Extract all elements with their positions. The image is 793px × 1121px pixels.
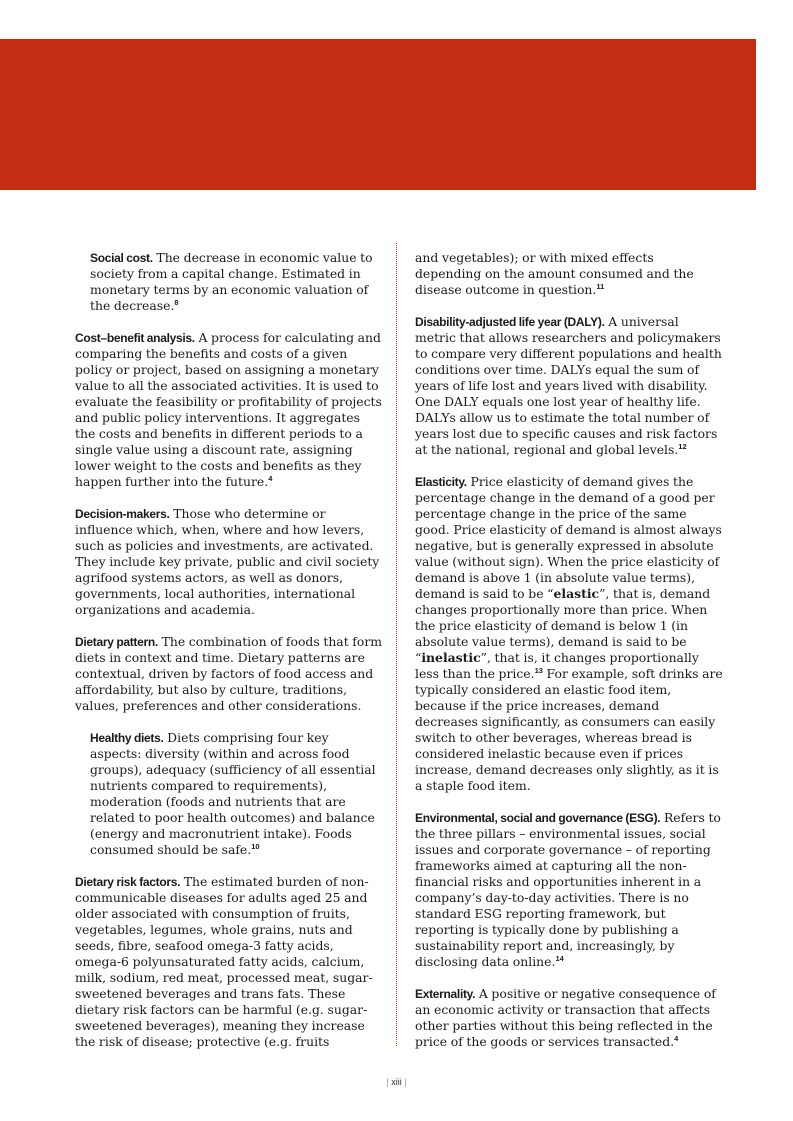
definition-elasticity-part-1: Price elasticity of demand gives the percentage change in the demand of a good per percentage change in the price of the same good. Price elasticity of demand is almost always negative, but is generally expressed in absolute value (without sign). When the price elasticity of demand is above 1 (in absolute value terms), demand is said to be “ [415, 474, 722, 601]
term-cost-benefit-analysis: Cost–benefit analysis. [75, 331, 195, 345]
definition-social-cost: The decrease in economic value to society from a capital change. Estimated in monetary terms by an economic valuation of the decrease. [90, 250, 373, 313]
term-externality: Externality. [415, 987, 476, 1001]
term-elasticity: Elasticity. [415, 475, 467, 489]
definition-dietary-pattern: The combination of foods that form diets in context and time. Dietary patterns are contextual, driven by factors of food access and affordability, but also by culture, traditions, values, preferences and other considerations. [75, 634, 383, 713]
term-dietary-risk-factors: Dietary risk factors. [75, 875, 181, 889]
emphasis-inelastic: inelastic [421, 650, 481, 665]
right-column [415, 250, 723, 1066]
glossary-entry-dietary-risk-factors-continued [415, 250, 723, 298]
glossary-entry-dietary-risk-factors [75, 874, 383, 1050]
glossary-entry-elasticity [415, 474, 723, 794]
glossary-entry-dietary-pattern [75, 634, 383, 714]
term-daly: Disability-adjusted life year (DALY). [415, 315, 605, 329]
header-banner [0, 39, 756, 190]
term-dietary-pattern: Dietary pattern. [75, 635, 158, 649]
glossary-entry-cost-benefit-analysis [75, 330, 383, 490]
footnote-ref: 10 [251, 841, 260, 851]
page-number-separator-right: | [404, 1077, 407, 1087]
definition-cost-benefit-analysis: A process for calculating and comparing the benefits and costs of a given policy or project, based on assigning a monetary value to all the associated activities. It is used to evaluate the feasibility or profitability of projects and public policy interventions. It aggregates the costs and benefits in different periods to a single value using a discount rate, assigning lower weight to the costs and benefits as they happen further into the future. [75, 330, 382, 489]
glossary-entry-decision-makers [75, 506, 383, 618]
definition-decision-makers: Those who determine or influence which, when, where and how levers, such as policies and investments, are activated. They include key private, public and civil society agrifood systems actors, as well as donors, governments, local authorities, international organizations and academia. [75, 506, 380, 617]
glossary-entry-healthy-diets [75, 730, 383, 858]
left-column [75, 250, 383, 1066]
glossary-entry-esg [415, 810, 723, 970]
term-esg: Environmental, social and governance (ESG). [415, 811, 661, 825]
glossary-entry-daly [415, 314, 723, 458]
footnote-ref: 11 [596, 281, 605, 291]
definition-daly: A universal metric that allows researchers and policymakers to compare very different populations and health conditions over time. DALYs equal the sum of years of life lost and years lived with disability. One DALY equals one lost year of healthy life. DALYs allow us to estimate the total number of years lost due to specific causes and risk factors at the national, regional and global levels. [415, 314, 722, 457]
term-healthy-diets: Healthy diets. [90, 731, 164, 745]
glossary-entry-externality [415, 986, 723, 1050]
definition-healthy-diets: Diets comprising four key aspects: diversity (within and across food groups), adequacy (sufficiency of all essential nutrients compared to requirements), moderation (foods and nutrients that are related to poor health outcomes) and balance (energy and macronutrient intake). Foods consumed should be safe. [90, 730, 376, 857]
footnote-ref: 13 [534, 665, 543, 675]
term-decision-makers: Decision-makers. [75, 507, 170, 521]
footnote-ref: 8 [174, 297, 179, 307]
definition-esg: Refers to the three pillars – environmental issues, social issues and corporate governance – of reporting frameworks aimed at capturing all the non-financial risks and opportunities inherent in a company’s day-to-day activities. There is no standard ESG reporting framework, but reporting is typically done by publishing a sustainability report and, increasingly, by disclosing data online. [415, 810, 721, 969]
definition-dietary-risk-factors: The estimated burden of non-communicable diseases for adults aged 25 and older associated with consumption of fruits, vegetables, legumes, whole grains, nuts and seeds, fibre, seafood omega-3 fatty acids, omega-6 polyunsaturated fatty acids, calcium, milk, sodium, red meat, processed meat, sugar-sweetened beverages and trans fats. These dietary risk factors can be harmful (e.g. sugar-sweetened beverages), meaning they increase the risk of disease; protective (e.g. fruits [75, 874, 373, 1049]
footnote-ref: 14 [555, 953, 564, 963]
page-number-separator-left: | [386, 1077, 389, 1087]
footnote-ref: 4 [268, 473, 273, 483]
definition-elasticity-part-3: ”, that is, it changes proportionally less than the price. [415, 650, 699, 681]
column-divider [396, 243, 397, 1046]
page-number [0, 1077, 793, 1087]
term-social-cost: Social cost. [90, 251, 153, 265]
definition-elasticity-part-2: ”, that is, demand changes proportionally more than price. When the price elasticity of demand is below 1 (in absolute value terms), demand is said to be “ [415, 586, 711, 665]
footnote-ref: 12 [678, 441, 687, 451]
emphasis-elastic: elastic [553, 586, 600, 601]
footnote-ref: 4 [674, 1033, 679, 1043]
definition-elasticity-part-4: For example, soft drinks are typically considered an elastic food item, because if the price increases, demand decreases significantly, as consumers can easily switch to other beverages, whereas bread is considered inelastic because even if prices increase, demand decreases only slightly, as it is a staple food item. [415, 666, 723, 793]
definition-dietary-risk-factors-continued: and vegetables); or with mixed effects depending on the amount consumed and the disease outcome in question. [415, 250, 694, 297]
definition-externality: A positive or negative consequence of an economic activity or transaction that affects other parties without this being reflected in the price of the goods or services transacted. [415, 986, 716, 1049]
glossary-entry-social-cost [75, 250, 383, 314]
page-number-value: xiii [391, 1077, 402, 1087]
